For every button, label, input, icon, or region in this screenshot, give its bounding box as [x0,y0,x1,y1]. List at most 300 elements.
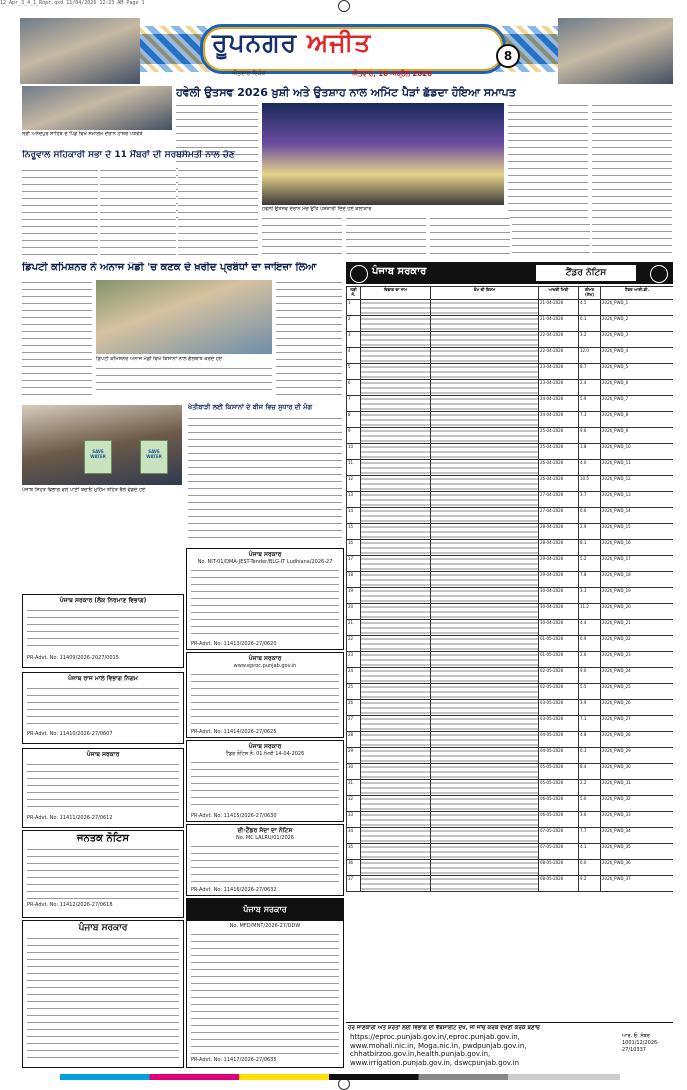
tender-cell: 2026_PWD_35 [601,844,674,860]
tender-row [347,700,674,716]
tender-cell: 32 [347,796,361,812]
tender-cell: 2026_PWD_4 [601,348,674,364]
tender-cell: 06-05-2026 [539,796,579,812]
tender-row [347,572,674,588]
tender-cell-text [361,556,431,572]
tender-cell: 2 [347,316,361,332]
tender-cell-text [431,668,539,684]
tender-cell-text [431,684,539,700]
tender-cell: 2026_PWD_6 [601,380,674,396]
tender-row [347,412,674,428]
tender-url-4[interactable]: www.irrigation.punjab.gov.in, dswcpunjab.gov.in [350,1058,520,1067]
tender-url-2[interactable]: www.mohali.nic.in, Moga.nic.in, pwdpunjab.gov.in, [350,1041,527,1050]
lead-body-col7 [430,216,510,256]
second-body-col1 [22,168,98,256]
notice-mid-2-ref: PR-Advt. No: 11414/2026-27/0625 [191,729,277,735]
tender-cell-text [431,876,539,892]
masthead-photo-right [558,18,673,84]
notice-mid-5-ref: PR-Advt. No: 11417/2026-27/0635 [191,1057,277,1063]
tender-row [347,348,674,364]
notice-mid-4-tender: No. MC LALRU/01/2026 [236,835,294,841]
notice-mid-3-ref: PR-Advt. No: 11415/2026-27/0630 [191,813,277,819]
tender-url-1[interactable]: https://eproc.punjab.gov.in/,eproc.punjab.gov.in, [350,1033,520,1041]
tender-cell-text [361,636,431,652]
tender-cell: 1.8 [579,444,601,460]
tender-row [347,668,674,684]
tender-cell: 6.6 [579,508,601,524]
lead-photo-stage [262,103,504,205]
tender-cell: 2026_PWD_9 [601,428,674,444]
tender-footer [346,1022,673,1067]
notice-mid-3 [186,740,344,822]
tender-cell: 20 [347,604,361,620]
tender-cell: 21 [347,620,361,636]
tender-header: ਪੰਜਾਬ ਸਰਕਾਰ [372,266,427,277]
notice-mid-2-title: ਪੰਜਾਬ ਸਰਕਾਰ [248,655,282,662]
tender-cell: 1 [347,300,361,316]
notice-left-3-ref: PR-Advt. No: 11411/2026-27/0612 [27,815,113,821]
tender-urls [350,1033,527,1067]
tender-cell: 12.0 [579,348,601,364]
masthead-date: ਐਤਵਾਰ, 16 ਅਪ੍ਰੈਲ 2026 [352,70,433,78]
tender-cell-text [361,588,431,604]
tender-cell: 28-04-2026 [539,524,579,540]
tender-cell-text [431,492,539,508]
notice-mid-1-body [191,568,339,638]
tender-cell: 2026_PWD_25 [601,684,674,700]
tender-cell: 3.2 [579,332,601,348]
notice-mid-1 [186,548,344,650]
file-info-text: 12_Apr_3_4_1_Ropr.qxd 11/04/2026 12:23 AM Page 1 [0,0,145,6]
notice-left-2 [22,672,184,744]
tender-row [347,332,674,348]
tender-cell: 28-04-2026 [539,540,579,556]
tender-cell: 33 [347,812,361,828]
registration-mark-icon [338,0,350,12]
tender-body [347,300,674,892]
tender-cell-text [361,444,431,460]
tender-row [347,716,674,732]
tender-cell: 4.0 [579,460,601,476]
notice-mid-2-body [191,672,339,726]
tender-cell-text [431,348,539,364]
page-number: 8 [496,44,520,68]
tender-row [347,876,674,892]
tender-col-header: ਵਿਭਾਗ ਦਾ ਨਾਮ [361,287,431,300]
tender-row [347,364,674,380]
notice-left-2-header: ਪੰਜਾਬ ਰਾਜ ਮਾਲ ਵਿਭਾਗ ਨਿਗਮ [68,675,138,682]
tender-row [347,780,674,796]
masthead-photo-left [20,18,140,84]
tender-cell: 7.3 [579,412,601,428]
tender-cell: 7 [347,396,361,412]
tender-cell-text [361,364,431,380]
tender-cell: 30-04-2026 [539,588,579,604]
tender-cell: 9.6 [579,428,601,444]
tender-cell: 2026_PWD_27 [601,716,674,732]
tender-cell: 3.7 [579,492,601,508]
tender-cell-text [431,780,539,796]
tender-cell: 2026_PWD_11 [601,460,674,476]
tender-cell-text [361,572,431,588]
masthead-title [212,28,502,60]
tender-cell-text [361,396,431,412]
tender-cell: 35 [347,844,361,860]
tender-cell: 7.7 [579,828,601,844]
tender-cell: 03-05-2026 [539,700,579,716]
tender-cell: 2.4 [579,380,601,396]
notice-left-3-header: ਪੰਜਾਬ ਸਰਕਾਰ [86,751,120,758]
tender-cell: 4.1 [579,844,601,860]
save-water-bag-2 [140,440,168,474]
tender-cell-text [431,812,539,828]
tender-cell-text [361,620,431,636]
tender-cell: 2026_PWD_33 [601,812,674,828]
tender-cell: 9 [347,428,361,444]
tender-cell-text [431,428,539,444]
notice-left-1 [22,594,184,668]
public-notice-body [27,847,179,899]
tender-cell: 3 [347,332,361,348]
tender-cell-text [431,700,539,716]
tender-cell: 7.1 [579,716,601,732]
tender-cell: 03-05-2026 [539,716,579,732]
tender-cell: 2026_PWD_7 [601,396,674,412]
tender-cell-text [361,716,431,732]
notice-mid-1-title: ਪੰਜਾਬ ਸਰਕਾਰ [248,551,282,558]
tender-cell-text [361,684,431,700]
tender-cell: 11 [347,460,361,476]
notice-mid-1-ref: PR-Advt. No: 11413/2026-27/0620 [191,641,277,647]
notice-mid-3-body [191,760,339,810]
tender-head-row [347,287,674,300]
tender-cell: 36 [347,860,361,876]
tender-col-header: ਲੜੀ ਨੰ. [347,287,361,300]
tender-cell-text [431,412,539,428]
tender-cell: 2026_PWD_17 [601,556,674,572]
tender-cell: 24 [347,668,361,684]
tender-cell-text [431,796,539,812]
notice-mid-5-body [191,932,339,1054]
notice-left-1-ref: PR-Advt. No: 11409/2026-2027/0015 [27,655,119,661]
tender-cell: 37 [347,876,361,892]
tender-cell: 14 [347,508,361,524]
fourth-photo-caption: ਪੰਜਾਬ ਸਿਹਤ ਵਿਭਾਗ ਵਲੋਂ ਪਾਣੀ ਬਚਾਓ ਮੁਹਿੰਮ ਤਹਿਤ ਥੈਲੇ ਵੰਡਦੇ ਹੋਏ [22,487,146,493]
tender-cell-text [431,524,539,540]
tender-cell-text [361,652,431,668]
tender-cell-text [361,348,431,364]
tender-cell: 2026_PWD_26 [601,700,674,716]
tender-cell: 2.6 [579,652,601,668]
notice-left-4-header: ਪੰਜਾਬ ਸਰਕਾਰ [78,923,128,933]
tender-cell-text [431,556,539,572]
tender-row [347,620,674,636]
tender-cell: 23-04-2026 [539,364,579,380]
tender-cell: 5.9 [579,396,601,412]
tender-row [347,684,674,700]
tender-cell: 2026_PWD_16 [601,540,674,556]
third-body-bottom [96,366,272,396]
notice-left-3-body [27,762,179,812]
tender-cell: 2026_PWD_37 [601,876,674,892]
public-notice-header: ਜਨਤਕ ਨੋਟਿਸ [76,833,130,844]
tender-cell-text [431,844,539,860]
tender-cell: 29 [347,748,361,764]
save-water-bag [84,440,112,474]
tender-cell-text [431,860,539,876]
tender-cell-text [361,428,431,444]
tender-row [347,380,674,396]
lead-body-col6 [346,216,426,256]
tender-cell: 3.6 [579,812,601,828]
tender-row [347,396,674,412]
title-paper: ਅਜੀਤ [306,28,372,57]
tender-cell: 22 [347,636,361,652]
tender-cell-text [431,380,539,396]
tender-cell: 15 [347,524,361,540]
tender-cell: 5 [347,364,361,380]
tender-cell: 4.4 [579,620,601,636]
tender-cell-text [431,508,539,524]
tender-cell: 8 [347,412,361,428]
notice-mid-5-title: ਪੰਜਾਬ ਸਰਕਾਰ [187,899,343,921]
tender-cell-text [361,732,431,748]
tender-cell: 2026_PWD_29 [601,748,674,764]
tender-cell: 21-04-2026 [539,316,579,332]
tender-cell: 05-05-2026 [539,764,579,780]
tender-cell-text [431,588,539,604]
tender-row [347,476,674,492]
tender-cell: 2026_PWD_10 [601,444,674,460]
fourth-body [188,416,342,544]
third-photo [96,280,272,354]
notice-mid-4 [186,824,344,896]
tender-cell: 22-04-2026 [539,332,579,348]
tender-cell-text [431,828,539,844]
tender-cell: 2026_PWD_19 [601,588,674,604]
notice-left-1-header: ਪੰਜਾਬ ਸਰਕਾਰ (ਲੋਕ ਨਿਰਮਾਣ ਵਿਭਾਗ) [59,597,147,604]
tender-cell: 10.5 [579,476,601,492]
tender-cell: 17 [347,556,361,572]
tender-ro-number: 1001/12/2026-27/10337 [622,1040,659,1053]
tender-cell: 2026_PWD_24 [601,668,674,684]
tender-cell: 5.0 [579,796,601,812]
tender-cell: 26-04-2026 [539,476,579,492]
tender-cell: 27 [347,716,361,732]
notice-mid-5 [186,898,344,1068]
tender-cell-text [431,764,539,780]
tender-cell: 16 [347,540,361,556]
tender-cell: 19 [347,588,361,604]
tender-cell-text [361,844,431,860]
tender-cell-text [431,636,539,652]
tender-cell: 2026_PWD_20 [601,604,674,620]
tender-cell: 07-05-2026 [539,844,579,860]
tender-row [347,588,674,604]
tender-cell-text [361,828,431,844]
tender-row [347,796,674,812]
tender-cell-text [361,780,431,796]
tender-row [347,812,674,828]
tender-cell: 2026_PWD_3 [601,332,674,348]
third-body-col1 [22,280,92,396]
bag-label: SAVE WATER [90,449,106,459]
notice-mid-3-tender: ਟੈਂਡਰ ਨੋਟਿਸ ਨੰ: 01 ਮਿਤੀ 14-04-2026 [225,751,305,757]
tender-cell-text [361,812,431,828]
tender-cell-text [361,748,431,764]
notice-mid-4-body [191,844,339,884]
tender-cell-text [431,364,539,380]
tender-cell-text [361,300,431,316]
tender-cell: 2026_PWD_14 [601,508,674,524]
tender-cell-text [361,604,431,620]
tender-cell: 9.0 [579,668,601,684]
tender-row [347,300,674,316]
tender-cell: 02-05-2026 [539,668,579,684]
tender-cell: 6.0 [579,860,601,876]
tender-row [347,460,674,476]
tender-cell: 2026_PWD_31 [601,780,674,796]
notice-left-4-body [27,936,179,1060]
tender-cell-text [431,476,539,492]
notice-mid-4-ref: PR-Advt. No: 11416/2026-27/0632 [191,887,277,893]
tender-cell-text [361,460,431,476]
tender-cell: 2.2 [579,780,601,796]
tender-cell: 29-04-2026 [539,556,579,572]
tender-cell: 2026_PWD_13 [601,492,674,508]
tender-cell-text [431,748,539,764]
tender-cell-text [361,332,431,348]
tender-cell-text [361,700,431,716]
tender-cell-text [431,732,539,748]
tender-cell-text [361,492,431,508]
tender-row [347,556,674,572]
tender-subheader: ਟੈਂਡਰ ਨੋਟਿਸ [536,265,636,281]
tender-row [347,844,674,860]
tender-ro [622,1033,672,1054]
tender-cell: 28 [347,732,361,748]
tender-cell: 01-05-2026 [539,652,579,668]
tender-cell-text [361,316,431,332]
tender-cell: 2026_PWD_23 [601,652,674,668]
notice-left-4 [22,920,184,1068]
tender-cell-text [361,380,431,396]
lead-body-col5 [262,216,342,256]
tender-cell: 2026_PWD_32 [601,796,674,812]
tender-ro-label: ਆਰ. ਓ. ਨੰਬਰ [622,1033,650,1039]
tender-cell: 4 [347,348,361,364]
tender-cell: 2026_PWD_2 [601,316,674,332]
third-photo-caption: ਡਿਪਟੀ ਕਮਿਸ਼ਨਰ ਅਨਾਜ ਮੰਡੀ ਵਿਖੇ ਕਿਸਾਨਾਂ ਨਾਲ ਗੱਲਬਾਤ ਕਰਦੇ ਹੋਏ [96,356,223,362]
tender-cell: 08-05-2026 [539,860,579,876]
tender-cell: 24-04-2026 [539,412,579,428]
lead-photo-caption: ਹਵੇਲੀ ਉਤਸਵ ਦੌਰਾਨ ਮੰਚ ਉੱਤੇ ਪੇਸ਼ਕਾਰੀ ਦਿੰਦੇ ਹੋਏ ਕਲਾਕਾਰ [262,206,372,212]
tender-cell: 2026_PWD_12 [601,476,674,492]
tender-row [347,828,674,844]
tender-cell-text [361,412,431,428]
public-notice [22,830,184,918]
tender-cell: 2026_PWD_8 [601,412,674,428]
tender-cell: 01-05-2026 [539,636,579,652]
tender-cell: 02-05-2026 [539,684,579,700]
tender-cell: 2026_PWD_36 [601,860,674,876]
tender-row [347,732,674,748]
tender-cell-text [431,332,539,348]
tender-cell-text [431,572,539,588]
lead-body-col4 [592,103,672,253]
third-headline: ਡਿਪਟੀ ਕਮਿਸ਼ਨਰ ਨੇ ਅਨਾਜ ਮੰਡੀ 'ਚ ਕਣਕ ਦੇ ਖ਼ਰੀਦ ਪ੍ਰਬੰਧਾਂ ਦਾ ਜਾਇਜ਼ਾ ਲਿਆ [22,262,317,273]
tender-cell: 30-04-2026 [539,604,579,620]
tender-cell-text [431,604,539,620]
tender-cell: 2.9 [579,524,601,540]
tender-row [347,444,674,460]
notice-mid-2-site: www.eproc.punjab.gov.in [233,663,297,669]
tender-col-header: ਆਖ਼ਰੀ ਮਿਤੀ [539,287,579,300]
govt-emblem-icon-right [650,265,668,283]
tender-cell: 2026_PWD_28 [601,732,674,748]
tender-url-3[interactable]: chhatbirzoo.gov.in,health.punjab.gov.in, [350,1050,491,1058]
tender-row [347,316,674,332]
tender-header-bar [346,262,673,284]
lead-body-col8 [512,222,590,256]
lead-body-col3 [508,103,588,218]
tender-cell: 11.2 [579,604,601,620]
notice-left-1-body [27,608,179,652]
title-city: ਰੂਪਨਗਰ [212,28,298,57]
tender-cell-text [361,796,431,812]
tender-cell: 6.1 [579,316,601,332]
tender-col-header: ਕੰਮ ਦੀ ਕਿਸਮ [431,287,539,300]
notice-left-2-ref: PR-Advt. No: 11410/2026-27/0607 [27,731,113,737]
tender-row [347,748,674,764]
notice-mid-5-tender: No. MFD/MNT/2026-27/DDW [229,923,301,929]
tender-cell: 2026_PWD_15 [601,524,674,540]
tender-cell: 30 [347,764,361,780]
tender-cell: 31 [347,780,361,796]
tender-row [347,604,674,620]
tender-cell: 8.4 [579,764,601,780]
notice-mid-1-tender: No. NIT-01/DMA-JEST-Tender/BLG-IT Ludhiana/2026-27 [197,559,333,565]
tender-table [346,286,673,892]
tender-cell: 8.1 [579,540,601,556]
tender-cell: 12 [347,476,361,492]
tender-cell: 24-04-2026 [539,396,579,412]
second-body-col3 [178,168,258,256]
tender-cell: 2026_PWD_21 [601,620,674,636]
notice-mid-2 [186,652,344,738]
tender-cell-text [361,476,431,492]
tender-cell: 3.9 [579,700,601,716]
tender-cell: 27-04-2026 [539,508,579,524]
tender-col-header: ਟੈਂਡਰ ਆਈ.ਡੀ. [601,287,674,300]
tender-cell-text [431,620,539,636]
tender-cell: 29-04-2026 [539,572,579,588]
tender-cell-text [431,652,539,668]
tender-cell: 25 [347,684,361,700]
tender-cell: 13 [347,492,361,508]
tender-cell: 18 [347,572,361,588]
fourth-headline: ਖੇਤੀਬਾੜੀ ਲਈ ਕਿਸਾਨਾਂ ਦੇ ਬੀਜ ਵਿਚ ਸੁਧਾਰ ਦੀ ਮੰਗ [188,403,312,411]
tender-cell: 2026_PWD_34 [601,828,674,844]
tender-cell: 8.7 [579,364,601,380]
tender-cell: 10 [347,444,361,460]
tender-cell-text [361,876,431,892]
public-notice-ref: PR-Advt. No: 11412/2026-27/0618 [27,902,113,908]
tender-cell: 25-04-2026 [539,428,579,444]
tender-cell: 06-05-2026 [539,812,579,828]
tender-row [347,524,674,540]
tender-cell: 9.2 [579,876,601,892]
